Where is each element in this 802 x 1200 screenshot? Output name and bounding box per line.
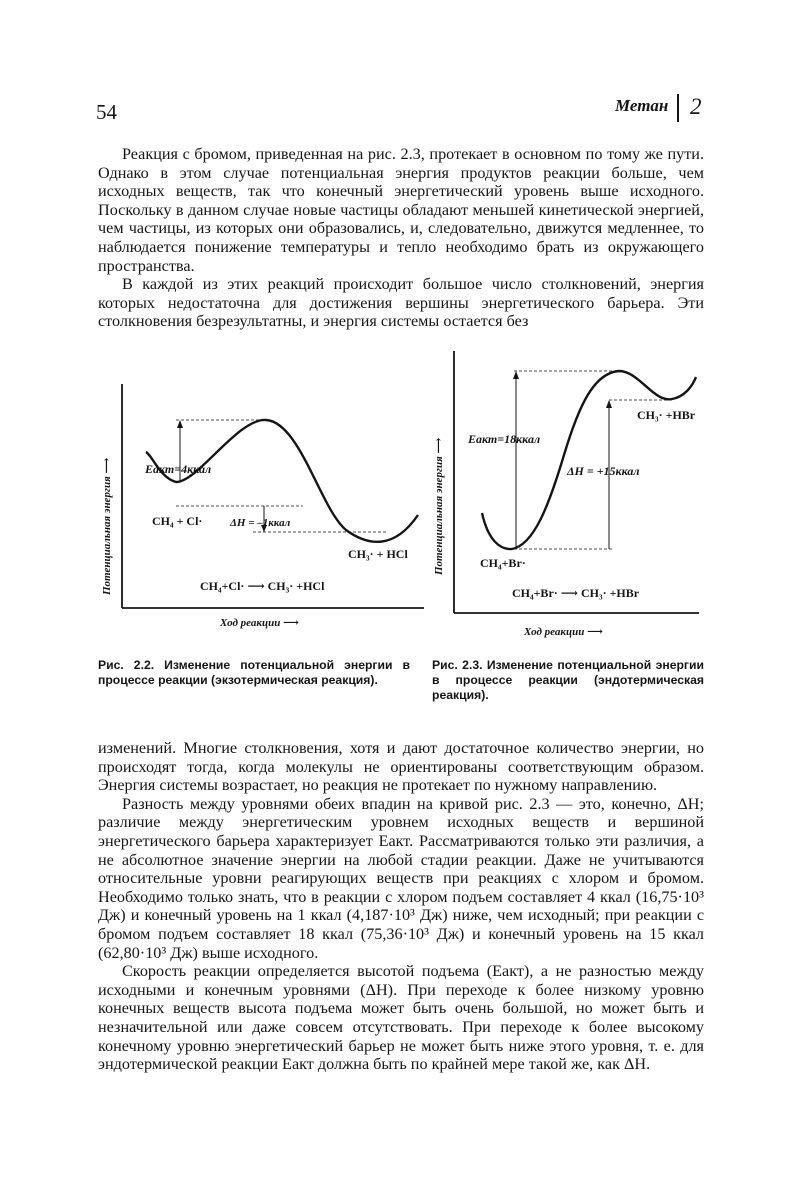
- figure-2-3: [424, 345, 724, 645]
- figure-2-2: [88, 370, 428, 640]
- equation-label: CH₄+Cl· ⟶ CH₃· +HCl: [200, 579, 325, 593]
- y-axis-label: Потенциальная энергия ⟶: [101, 457, 113, 595]
- paragraph-3: изменений. Многие столкновения, хотя и дают достаточное количество энергии, но происходят тогда, когда молекулы не ориентированы соответствующим образом. Энергия системы возрастает, но реакция не протекает по нужному направлению.: [98, 739, 704, 795]
- products-label: CH₃· + HCl: [348, 547, 408, 561]
- paragraph-5: Скорость реакции определяется высотой подъема (Eакт), а не разностью между исходными и конечным уровнями (ΔH). При переходе к более низкому уровню конечных веществ высота подъема может быть очень большой, но может быть и незначительной или даже совсем отсутствовать. При переходе к более высокому конечному уровню энергетический барьер не может быть ниже этого уровня, т. е. для эндотермической реакции Eакт должна быть по крайней мере такой же, как ΔH.: [98, 962, 704, 1074]
- dh-label: ΔH = +15ккал: [567, 464, 640, 478]
- chapter-number: 2: [690, 94, 702, 119]
- running-head: Метан: [615, 96, 669, 115]
- ea-arrow-head: [513, 371, 519, 379]
- figure-2-3-caption: Рис. 2.3. Изменение потенциальной энергии в процессе реакции (эндотермическая реакция).: [432, 658, 704, 702]
- dh-arrow-head: [606, 400, 612, 408]
- products-label: CH₃· +HBr: [637, 408, 696, 422]
- ea-arrow-head: [177, 420, 183, 428]
- page-number: 54: [96, 100, 117, 124]
- reactants-label: CH₄+Br·: [480, 556, 526, 570]
- reactants-label: CH₄ + Cl·: [152, 514, 203, 528]
- figure-2-2-diagram: [88, 370, 428, 640]
- y-axis-label: Потенциальная энергия ⟶: [433, 437, 445, 575]
- figure-2-2-caption: Рис. 2.2. Изменение потенциальной энергии в процессе реакции (экзотермическая реакция).: [98, 658, 410, 687]
- x-axis-label: Ход реакции ⟶: [524, 626, 603, 638]
- ea-label: Eакт=18ккал: [468, 432, 541, 446]
- energy-curve: [482, 371, 696, 549]
- figure-2-3-diagram: [424, 345, 724, 645]
- ea-label: Eакт=4ккал: [145, 462, 212, 476]
- paragraph-4: Разность между уровнями обеих впадин на кривой рис. 2.3 — это, конечно, ΔH; различие между энергетическим уровнем исходных веществ и вершиной энергетического барьера характеризует Eакт. Рассматриваются только эти различия, а не абсолютное значение энергии на любой стадии реакции. Даже не учитываются относительные уровни реагирующих веществ при реакциях с хлором и бромом. Необходимо только знать, что в реакции с хлором подъем составляет 4 ккал (16,75·10³ Дж) и конечный уровень на 1 ккал (4,187·10³ Дж) ниже, чем исходный; при реакции с бромом подъем составляет 18 ккал (75,36·10³ Дж) и конечный уровень на 15 ккал (62,80·10³ Дж) выше исходного.: [98, 794, 704, 962]
- top-text: [98, 145, 704, 331]
- paragraph-2: В каждой из этих реакций происходит большое число столкновений, энергия которых недостаточна для достижения вершины энергетического барьера. Эти столкновения безрезультатны, и энергия системы остается без: [98, 275, 704, 331]
- x-axis-label: Ход реакции ⟶: [220, 617, 299, 629]
- dh-label: ΔH = –1ккал: [230, 517, 291, 529]
- paragraph-1: Реакция с бромом, приведенная на рис. 2.3, протекает в основном по тому же пути. Однако в этом случае потенциальная энергия продуктов реакции больше, чем исходных веществ, так что конечный энергетический уровень выше исходного. Поскольку в данном случае новые частицы обладают меньшей кинетической энергией, чем частицы, из которых они образовались, и, следовательно, движутся медленнее, то наблюдается понижение температуры и тепло необходимо брать из окружающего пространства.: [98, 145, 704, 275]
- bottom-text: [98, 739, 704, 1074]
- equation-label: CH₄+Br· ⟶ CH₃· +HBr: [512, 586, 640, 600]
- header-divider: [677, 94, 679, 122]
